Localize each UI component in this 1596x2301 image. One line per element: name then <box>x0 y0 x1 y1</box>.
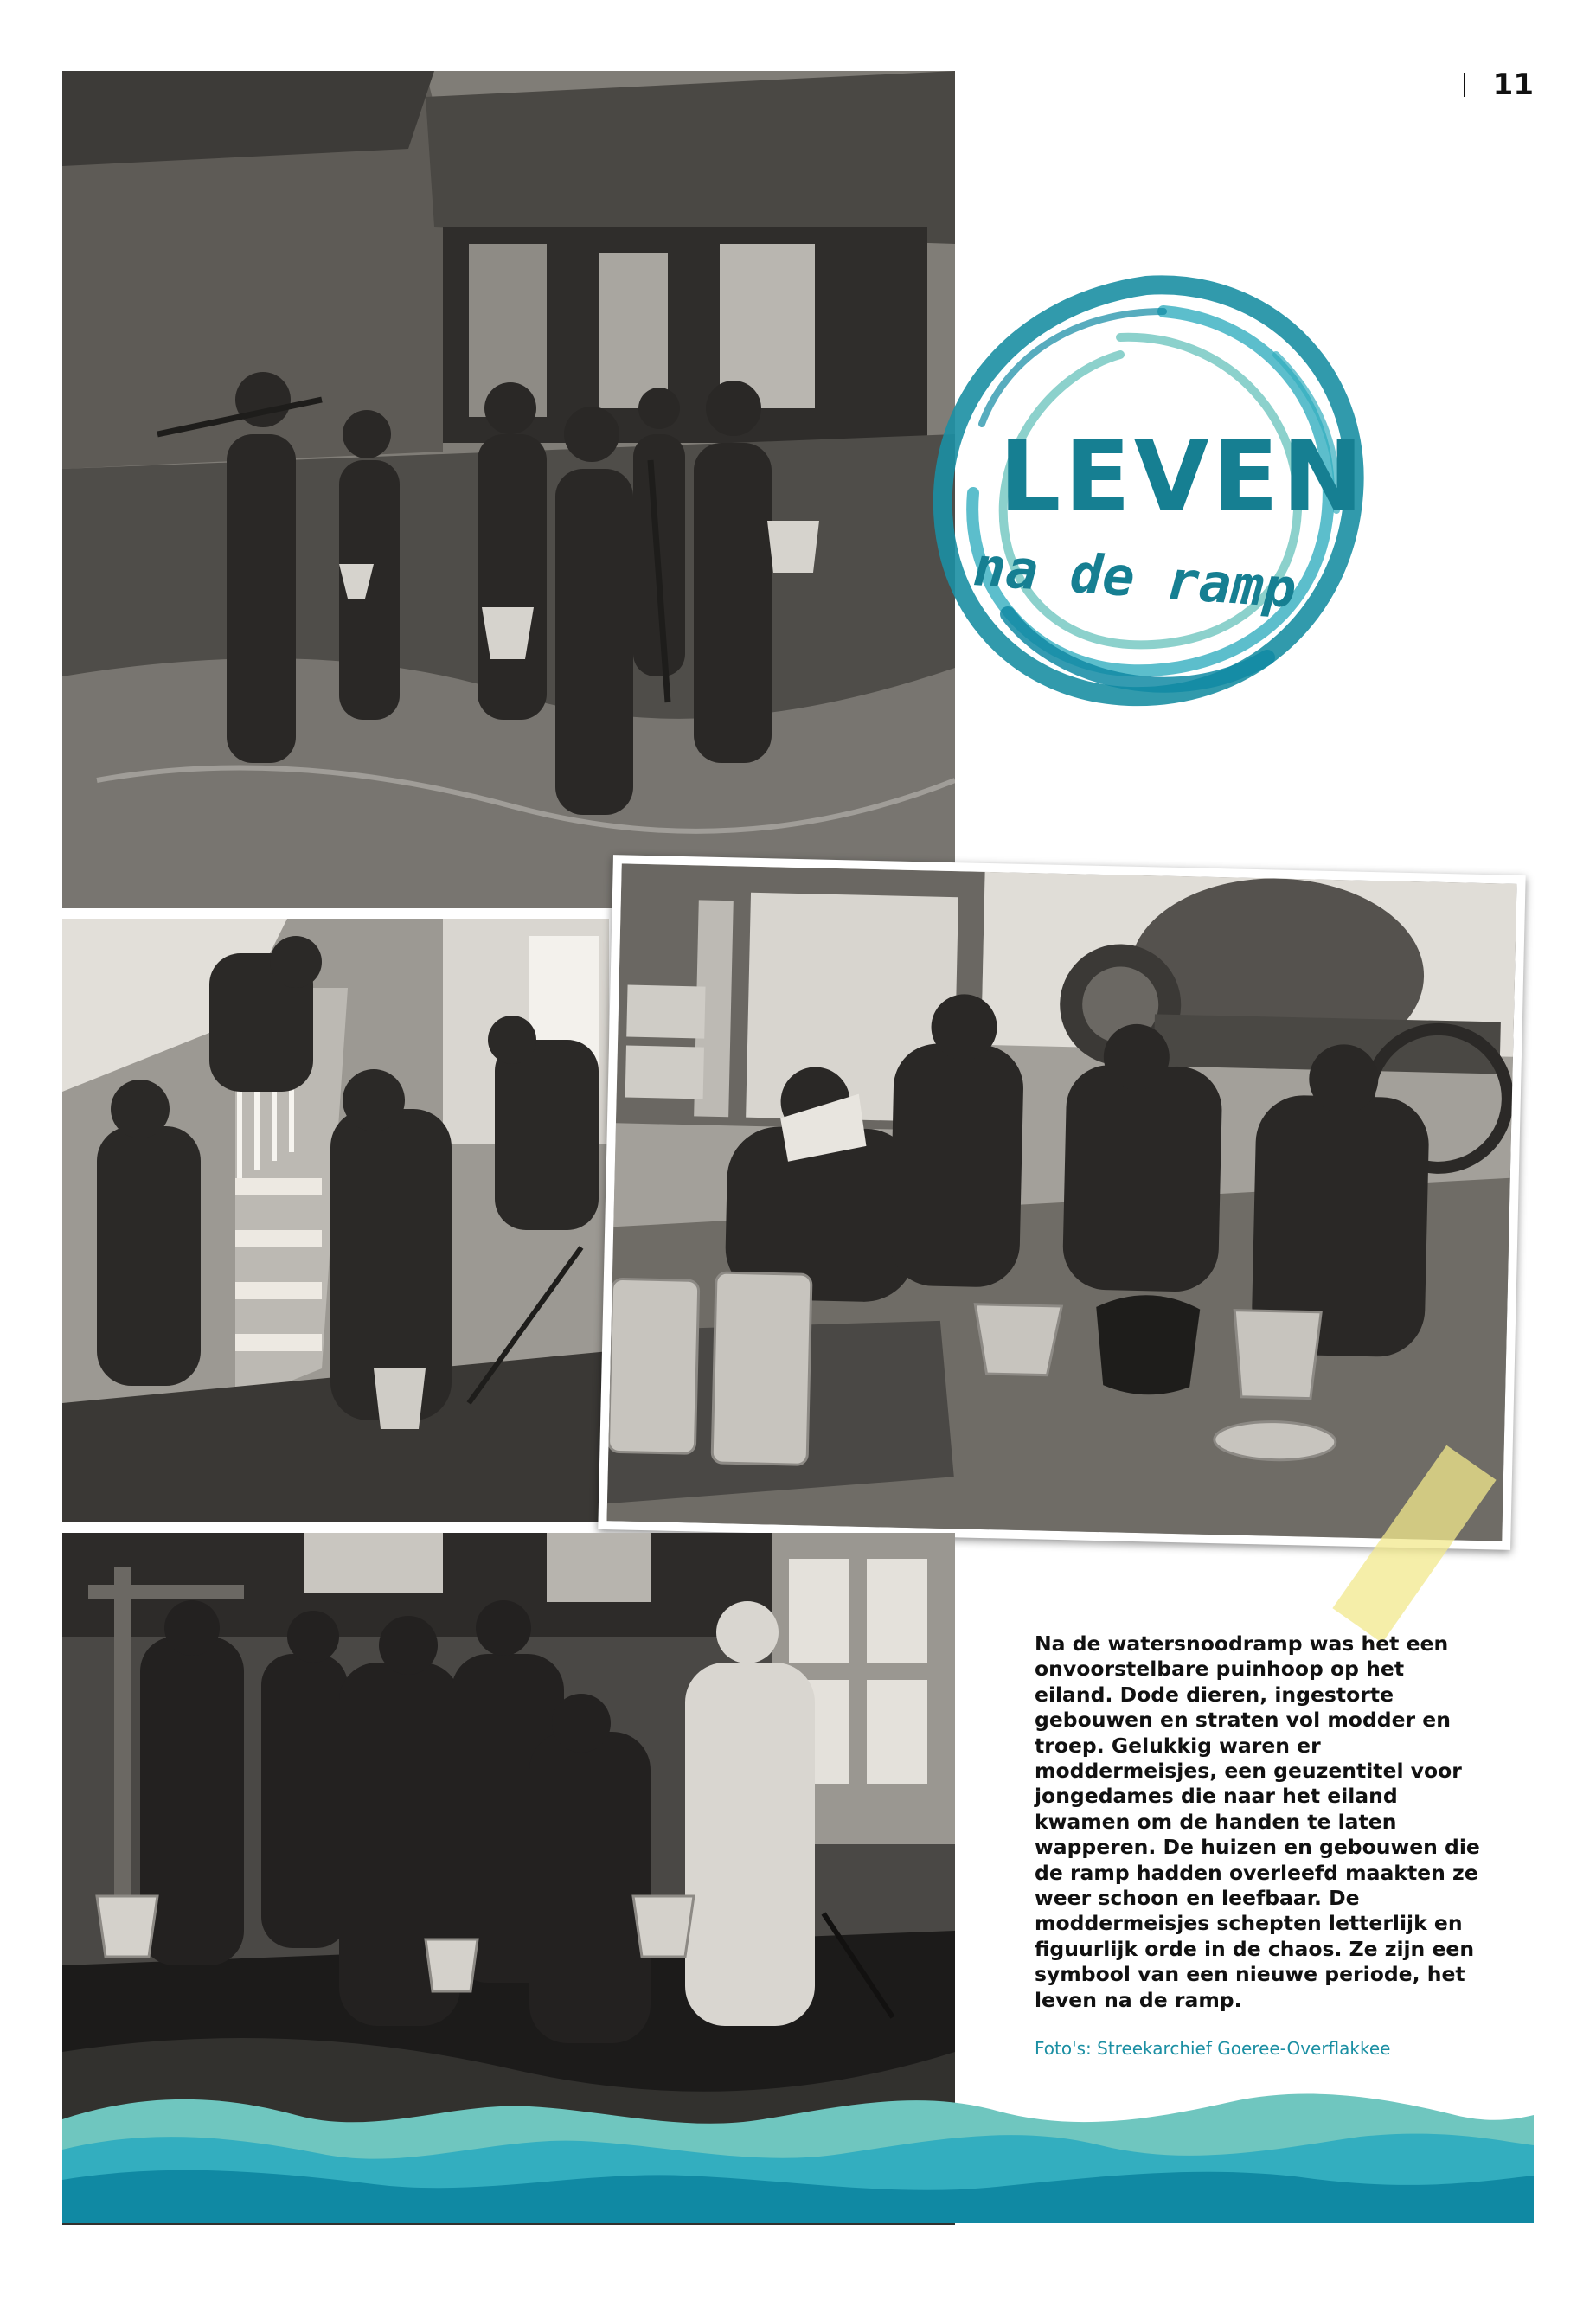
title-logo-swirl <box>904 251 1388 735</box>
title-word-leven: LEVEN <box>999 421 1367 534</box>
photo-women-walking-flooded-street <box>62 71 955 908</box>
photo-credit: Foto's: Streekarchief Goeree-Overflakkee <box>1035 2038 1391 2059</box>
photo-women-washing-buckets <box>607 863 1517 1541</box>
article-body: Na de watersnoodramp was het een onvoorstelbare puinhoop op het eiland. Dode dieren, ingestorte gebouwen en straten vol modder en troep. Gelukkig waren er moddermeisjes, een geuzentitel voor jongedames die naar het eiland kwamen om de handen te laten wapperen. De huizen en gebouwen die de ramp hadden overleefd maakten ze weer schoon en leefbaar. De moddermeisjes schepten letterlijk en figuurlijk orde in de chaos. Ze zijn een symbool van een nieuwe periode, het leven na de ramp. <box>1035 1631 1480 2012</box>
photo-frame-tilted <box>598 855 1525 1550</box>
title-words-na-de-ramp: na de ramp <box>971 535 1298 621</box>
page-number-block <box>1464 67 1534 102</box>
page-divider <box>1464 73 1465 97</box>
wave-footer <box>62 2085 1534 2223</box>
page-number: 11 <box>1492 67 1534 102</box>
photo-women-cleaning-staircase <box>62 919 609 1522</box>
